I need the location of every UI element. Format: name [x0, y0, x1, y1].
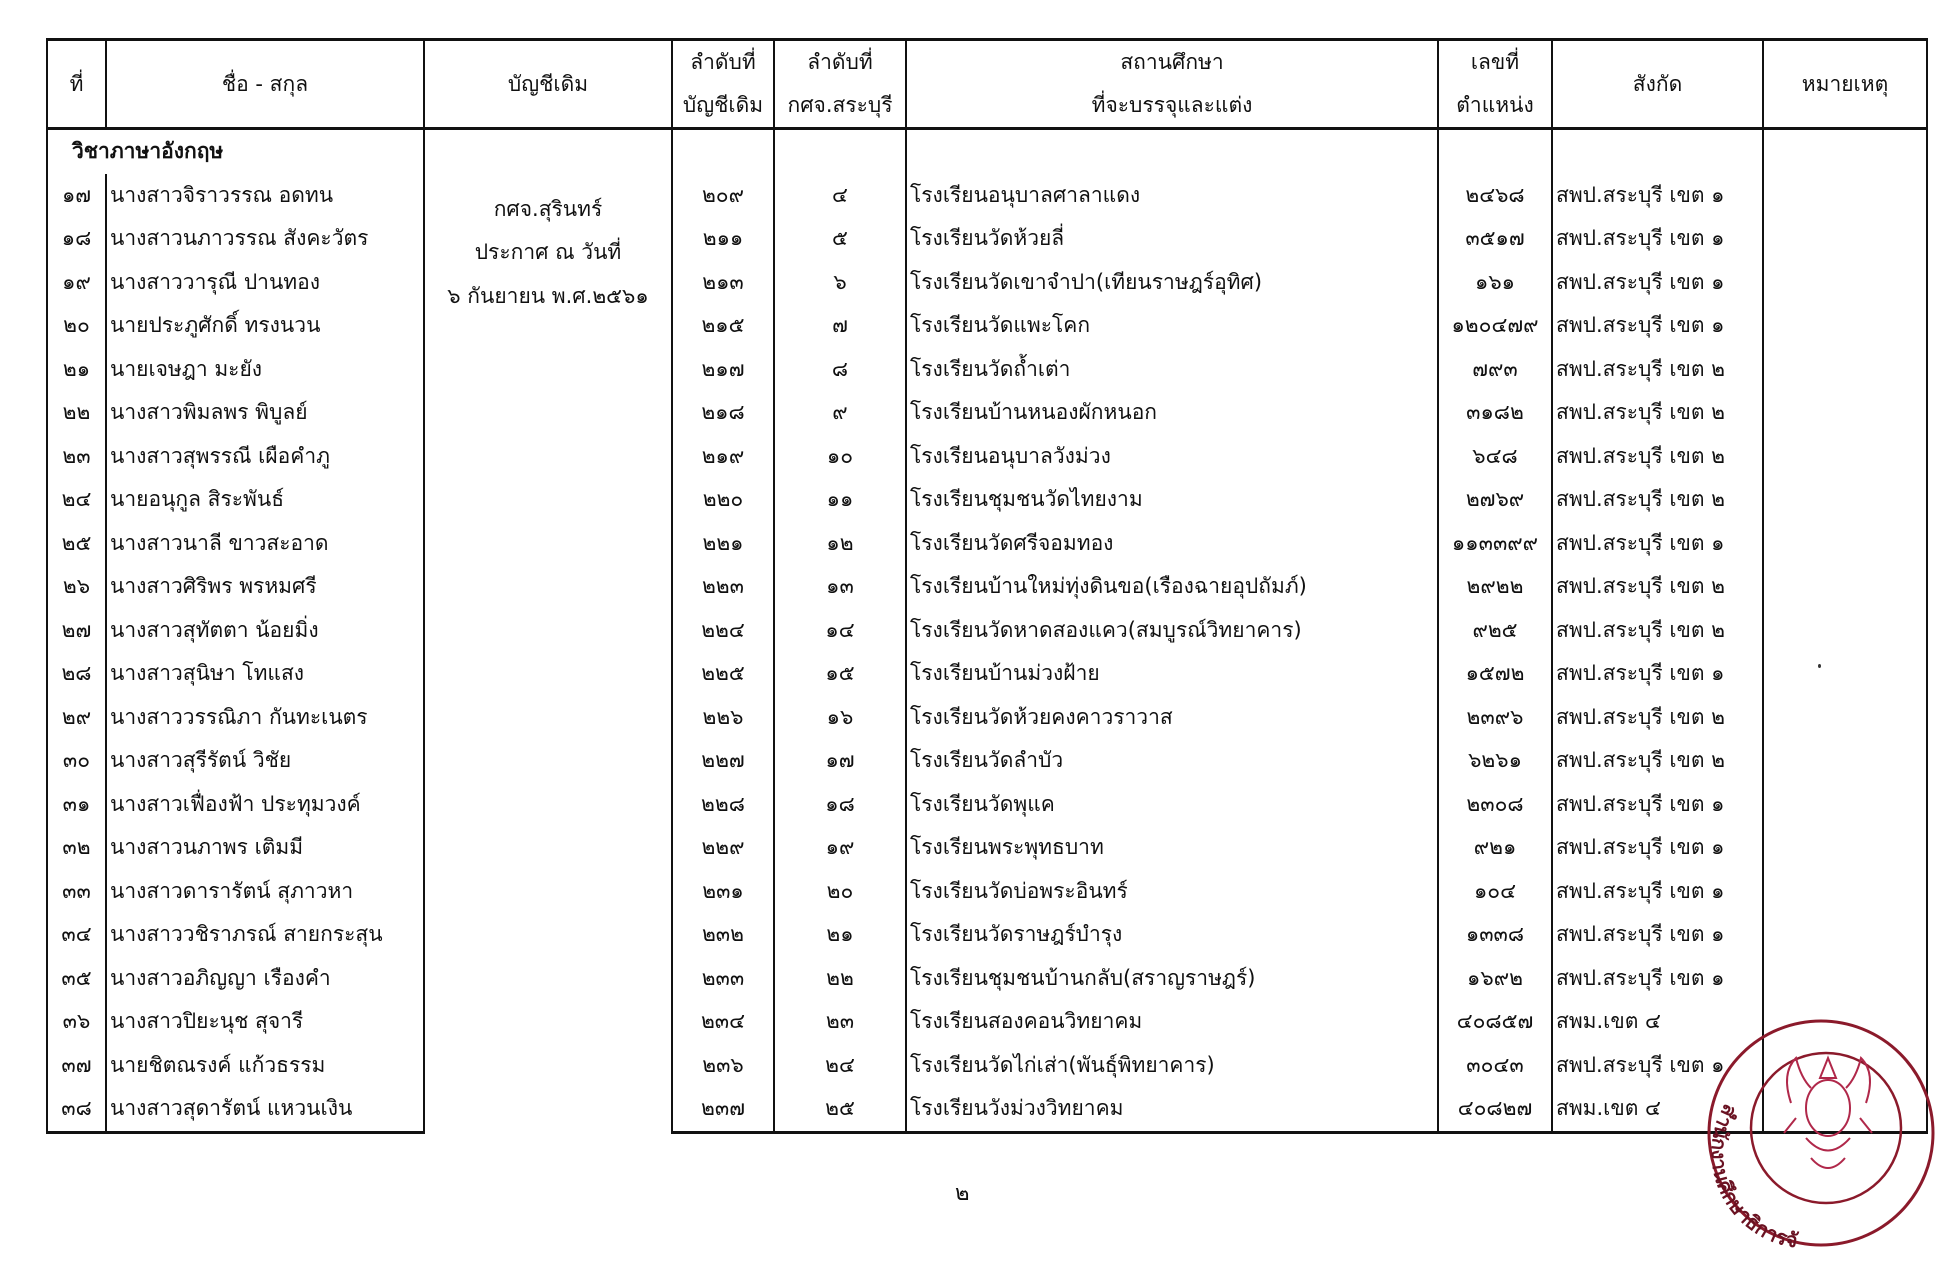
cell-school: โรงเรียนวัดศรีจอมทอง — [906, 522, 1438, 566]
cell-remark — [1763, 304, 1927, 348]
cell-rank-saraburi: ๔ — [774, 174, 906, 218]
scan-speck — [1818, 664, 1821, 668]
cell-rank-saraburi: ๗ — [774, 304, 906, 348]
cell-remark — [1763, 478, 1927, 522]
cell-position-no: ๓๑๘๒ — [1438, 391, 1552, 435]
cell-position-no: ๑๐๔ — [1438, 870, 1552, 914]
cell-position-no: ๒๙๒๒ — [1438, 565, 1552, 609]
cell-no: ๓๘ — [47, 1087, 106, 1132]
cell-no: ๒๘ — [47, 652, 106, 696]
original-list-line: กศจ.สุรินทร์ — [493, 196, 603, 221]
cell-school: โรงเรียนวัดแพะโคก — [906, 304, 1438, 348]
cell-affiliation: สพป.สระบุรี เขต ๑ — [1552, 652, 1763, 696]
cell-no: ๓๒ — [47, 826, 106, 870]
cell-rank-original: ๒๒๗ — [672, 739, 774, 783]
cell-school: โรงเรียนวัดห้วยคงคาวราวาส — [906, 696, 1438, 740]
cell-affiliation: สพป.สระบุรี เขต ๒ — [1552, 478, 1763, 522]
cell-no: ๒๙ — [47, 696, 106, 740]
table-row — [47, 348, 1927, 392]
cell-school: โรงเรียนชุมชนวัดไทยงาม — [906, 478, 1438, 522]
header-rank-original — [672, 40, 774, 129]
original-list-cell — [424, 129, 672, 1133]
cell-rank-original: ๒๒๙ — [672, 826, 774, 870]
cell-remark — [1763, 348, 1927, 392]
cell-no: ๒๕ — [47, 522, 106, 566]
cell-rank-original: ๒๒๐ — [672, 478, 774, 522]
page-number: ๒ — [955, 1181, 970, 1206]
cell-no: ๑๘ — [47, 217, 106, 261]
cell-no: ๑๙ — [47, 261, 106, 305]
table-row — [47, 826, 1927, 870]
table-row — [47, 391, 1927, 435]
cell-no: ๓๕ — [47, 957, 106, 1001]
table-row — [47, 217, 1927, 261]
cell-rank-saraburi: ๘ — [774, 348, 906, 392]
cell-position-no: ๙๒๕ — [1438, 609, 1552, 653]
cell-affiliation: สพป.สระบุรี เขต ๒ — [1552, 739, 1763, 783]
cell-remark — [1763, 783, 1927, 827]
cell-name: นางสาวเฟื่องฟ้า ประทุมวงค์ — [106, 783, 424, 827]
cell-name: นางสาวสุพรรณี เผือคำภู — [106, 435, 424, 479]
table-row — [47, 1087, 1927, 1132]
cell-school: โรงเรียนบ้านหนองผักหนอก — [906, 391, 1438, 435]
table-row — [47, 696, 1927, 740]
cell-school: โรงเรียนพระพุทธบาท — [906, 826, 1438, 870]
cell-remark — [1763, 957, 1927, 1001]
cell-name: นายอนุกูล สิระพันธ์ — [106, 478, 424, 522]
cell-affiliation: สพป.สระบุรี เขต ๒ — [1552, 435, 1763, 479]
cell-remark — [1763, 609, 1927, 653]
cell-no: ๓๖ — [47, 1000, 106, 1044]
table-row — [47, 870, 1927, 914]
cell-school: โรงเรียนวัดลำบัว — [906, 739, 1438, 783]
cell-affiliation: สพป.สระบุรี เขต ๑ — [1552, 217, 1763, 261]
cell-affiliation: สพป.สระบุรี เขต ๒ — [1552, 565, 1763, 609]
cell-rank-saraburi: ๑๔ — [774, 609, 906, 653]
table-row — [47, 174, 1927, 218]
table-row — [47, 522, 1927, 566]
cell-rank-saraburi: ๑๐ — [774, 435, 906, 479]
cell-rank-original: ๒๓๒ — [672, 913, 774, 957]
cell-position-no: ๒๗๖๙ — [1438, 478, 1552, 522]
header-affiliation: สังกัด — [1552, 40, 1763, 129]
cell-no: ๒๔ — [47, 478, 106, 522]
cell-no: ๓๑ — [47, 783, 106, 827]
table-row — [47, 304, 1927, 348]
cell-school: โรงเรียนวัดไก่เส่า(พันธุ์พิทยาคาร) — [906, 1044, 1438, 1088]
table-row — [47, 652, 1927, 696]
cell-rank-saraburi: ๑๑ — [774, 478, 906, 522]
cell-no: ๒๓ — [47, 435, 106, 479]
cell-school: โรงเรียนสองคอนวิทยาคม — [906, 1000, 1438, 1044]
cell-rank-saraburi: ๕ — [774, 217, 906, 261]
cell-rank-original: ๒๑๗ — [672, 348, 774, 392]
cell-remark — [1763, 261, 1927, 305]
header-name: ชื่อ - สกุล — [106, 40, 424, 129]
cell-name: นางสาวสุทัตตา น้อยมิ่ง — [106, 609, 424, 653]
cell-affiliation: สพม.เขต ๔ — [1552, 1087, 1763, 1132]
table-row — [47, 565, 1927, 609]
cell-rank-saraburi: ๒๓ — [774, 1000, 906, 1044]
header-position-no — [1438, 40, 1552, 129]
cell-rank-original: ๒๑๘ — [672, 391, 774, 435]
table-row — [47, 609, 1927, 653]
cell-no: ๑๗ — [47, 174, 106, 218]
cell-name: นางสาววชิราภรณ์ สายกระสุน — [106, 913, 424, 957]
header-rank-original-line2: บัญชีเดิม — [682, 93, 764, 117]
cell-school: โรงเรียนบ้านใหม่ทุ่งดินขอ(เรืองฉายอุปถัมภ์) — [906, 565, 1438, 609]
cell-rank-saraburi: ๑๙ — [774, 826, 906, 870]
cell-no: ๒๑ — [47, 348, 106, 392]
table-row — [47, 478, 1927, 522]
header-no: ที่ — [47, 40, 106, 129]
cell-name: นางสาวจิราวรรณ อดทน — [106, 174, 424, 218]
table-row — [47, 1000, 1927, 1044]
cell-affiliation: สพป.สระบุรี เขต ๑ — [1552, 174, 1763, 218]
cell-rank-saraburi: ๑๒ — [774, 522, 906, 566]
cell-name: นางสาวปิยะนุช สุจารี — [106, 1000, 424, 1044]
cell-remark — [1763, 870, 1927, 914]
cell-no: ๓๓ — [47, 870, 106, 914]
assignment-table — [46, 38, 1928, 1134]
cell-name: นางสาวศิริพร พรหมศรี — [106, 565, 424, 609]
header-remark: หมายเหตุ — [1763, 40, 1927, 129]
cell-name: นางสาวดารารัตน์ สุภาวหา — [106, 870, 424, 914]
cell-affiliation: สพป.สระบุรี เขต ๑ — [1552, 783, 1763, 827]
cell-name: นางสาววรรณิภา กันทะเนตร — [106, 696, 424, 740]
cell-name: นายประภูศักดิ์ ทรงนวน — [106, 304, 424, 348]
cell-rank-saraburi: ๖ — [774, 261, 906, 305]
header-position-no-line2: ตำแหน่ง — [1456, 93, 1534, 117]
cell-remark — [1763, 652, 1927, 696]
cell-position-no: ๗๙๓ — [1438, 348, 1552, 392]
subject-label: วิชาภาษาอังกฤษ — [47, 129, 424, 174]
cell-rank-saraburi: ๒๕ — [774, 1087, 906, 1132]
cell-rank-original: ๒๑๑ — [672, 217, 774, 261]
cell-rank-saraburi: ๒๔ — [774, 1044, 906, 1088]
cell-affiliation: สพป.สระบุรี เขต ๒ — [1552, 609, 1763, 653]
cell-school: โรงเรียนชุมชนบ้านกลับ(สราญราษฎร์) — [906, 957, 1438, 1001]
cell-school: โรงเรียนวัดห้วยลี่ — [906, 217, 1438, 261]
cell-no: ๓๔ — [47, 913, 106, 957]
cell-name: นางสาวนาลี ขาวสะอาด — [106, 522, 424, 566]
cell-rank-original: ๒๒๕ — [672, 652, 774, 696]
cell-school: โรงเรียนอนุบาลศาลาแดง — [906, 174, 1438, 218]
header-row — [47, 40, 1927, 129]
table-row — [47, 435, 1927, 479]
cell-position-no: ๒๓๙๖ — [1438, 696, 1552, 740]
garuda-emblem-icon — [1784, 1058, 1872, 1168]
cell-affiliation: สพม.เขต ๔ — [1552, 1000, 1763, 1044]
header-rank-original-line1: ลำดับที่ — [690, 50, 756, 74]
cell-school: โรงเรียนวังม่วงวิทยาคม — [906, 1087, 1438, 1132]
cell-rank-saraburi: ๑๘ — [774, 783, 906, 827]
cell-position-no: ๑๖๑ — [1438, 261, 1552, 305]
cell-no: ๓๐ — [47, 739, 106, 783]
cell-name: นางสาวพิมลพร พิบูลย์ — [106, 391, 424, 435]
cell-no: ๒๐ — [47, 304, 106, 348]
cell-remark — [1763, 522, 1927, 566]
cell-name: นางสาวสุรีรัตน์ วิชัย — [106, 739, 424, 783]
cell-no: ๒๒ — [47, 391, 106, 435]
cell-rank-original: ๒๓๓ — [672, 957, 774, 1001]
cell-school: โรงเรียนอนุบาลวังม่วง — [906, 435, 1438, 479]
header-school — [906, 40, 1438, 129]
cell-position-no: ๖๔๘ — [1438, 435, 1552, 479]
table-row — [47, 957, 1927, 1001]
cell-position-no: ๒๓๐๘ — [1438, 783, 1552, 827]
cell-rank-original: ๒๒๓ — [672, 565, 774, 609]
cell-no: ๒๖ — [47, 565, 106, 609]
cell-rank-saraburi: ๒๑ — [774, 913, 906, 957]
cell-position-no: ๑๑๓๓๙๙ — [1438, 522, 1552, 566]
header-rank-saraburi-line1: ลำดับที่ — [807, 50, 873, 74]
cell-rank-original: ๒๑๓ — [672, 261, 774, 305]
cell-school: โรงเรียนวัดบ่อพระอินทร์ — [906, 870, 1438, 914]
cell-affiliation: สพป.สระบุรี เขต ๑ — [1552, 304, 1763, 348]
cell-name: นางสาววารุณี ปานทอง — [106, 261, 424, 305]
cell-affiliation: สพป.สระบุรี เขต ๑ — [1552, 826, 1763, 870]
cell-position-no: ๔๐๘๒๗ — [1438, 1087, 1552, 1132]
cell-rank-original: ๒๒๖ — [672, 696, 774, 740]
cell-position-no: ๑๖๙๒ — [1438, 957, 1552, 1001]
cell-no: ๒๗ — [47, 609, 106, 653]
cell-affiliation: สพป.สระบุรี เขต ๑ — [1552, 261, 1763, 305]
cell-remark — [1763, 826, 1927, 870]
seal-text: สำนักงานศึกษาธิการจั — [1706, 1100, 1800, 1248]
cell-rank-original: ๒๑๕ — [672, 304, 774, 348]
table-row — [47, 913, 1927, 957]
cell-rank-original: ๒๓๖ — [672, 1044, 774, 1088]
cell-affiliation: สพป.สระบุรี เขต ๑ — [1552, 1044, 1763, 1088]
header-rank-saraburi — [774, 40, 906, 129]
cell-affiliation: สพป.สระบุรี เขต ๒ — [1552, 348, 1763, 392]
cell-remark — [1763, 391, 1927, 435]
table-row — [47, 261, 1927, 305]
cell-no: ๓๗ — [47, 1044, 106, 1088]
cell-name: นางสาวนภาวรรณ สังคะวัตร — [106, 217, 424, 261]
cell-school: โรงเรียนวัดราษฎร์บำรุง — [906, 913, 1438, 957]
header-school-line2: ที่จะบรรจุและแต่ง — [1091, 93, 1253, 117]
cell-rank-saraburi: ๑๕ — [774, 652, 906, 696]
cell-rank-saraburi: ๒๒ — [774, 957, 906, 1001]
cell-rank-saraburi: ๒๐ — [774, 870, 906, 914]
cell-remark — [1763, 696, 1927, 740]
cell-position-no: ๔๐๘๕๗ — [1438, 1000, 1552, 1044]
cell-school: โรงเรียนบ้านม่วงฝ้าย — [906, 652, 1438, 696]
cell-name: นางสาวนภาพร เติมมี — [106, 826, 424, 870]
cell-name: นางสาวอภิญญา เรืองคำ — [106, 957, 424, 1001]
header-school-line1: สถานศึกษา — [1120, 50, 1224, 74]
header-position-no-line1: เลขที่ — [1470, 50, 1520, 74]
cell-affiliation: สพป.สระบุรี เขต ๑ — [1552, 870, 1763, 914]
cell-rank-saraburi: ๑๓ — [774, 565, 906, 609]
cell-remark — [1763, 739, 1927, 783]
cell-rank-original: ๒๓๗ — [672, 1087, 774, 1132]
cell-rank-original: ๒๑๙ — [672, 435, 774, 479]
svg-text:สำนักงานศึกษาธิการจั — [1707, 1101, 1801, 1248]
official-seal — [1696, 1008, 1936, 1248]
cell-position-no: ๑๒๐๔๗๙ — [1438, 304, 1552, 348]
cell-remark — [1763, 174, 1927, 218]
cell-school: โรงเรียนวัดหาดสองแคว(สมบูรณ์วิทยาคาร) — [906, 609, 1438, 653]
cell-rank-saraburi: ๑๖ — [774, 696, 906, 740]
cell-affiliation: สพป.สระบุรี เขต ๑ — [1552, 522, 1763, 566]
header-rank-saraburi-line2: กศจ.สระบุรี — [787, 93, 893, 117]
cell-remark — [1763, 217, 1927, 261]
cell-rank-original: ๒๓๔ — [672, 1000, 774, 1044]
cell-remark — [1763, 913, 1927, 957]
cell-position-no: ๓๐๔๓ — [1438, 1044, 1552, 1088]
table-row — [47, 739, 1927, 783]
cell-rank-original: ๒๒๔ — [672, 609, 774, 653]
cell-affiliation: สพป.สระบุรี เขต ๑ — [1552, 957, 1763, 1001]
cell-affiliation: สพป.สระบุรี เขต ๑ — [1552, 913, 1763, 957]
cell-rank-saraburi: ๙ — [774, 391, 906, 435]
cell-name: นายชิตณรงค์ แก้วธรรม — [106, 1044, 424, 1088]
cell-position-no: ๑๕๗๒ — [1438, 652, 1552, 696]
subject-row — [47, 129, 1927, 174]
cell-position-no: ๙๒๑ — [1438, 826, 1552, 870]
cell-position-no: ๓๕๑๗ — [1438, 217, 1552, 261]
cell-name: นายเจษฎา มะยัง — [106, 348, 424, 392]
cell-school: โรงเรียนวัดเขาจำปา(เทียนราษฎร์อุทิศ) — [906, 261, 1438, 305]
cell-rank-original: ๒๓๑ — [672, 870, 774, 914]
cell-position-no: ๒๔๖๘ — [1438, 174, 1552, 218]
cell-position-no: ๖๒๖๑ — [1438, 739, 1552, 783]
cell-rank-original: ๒๒๑ — [672, 522, 774, 566]
cell-rank-saraburi: ๑๗ — [774, 739, 906, 783]
cell-affiliation: สพป.สระบุรี เขต ๒ — [1552, 391, 1763, 435]
cell-school: โรงเรียนวัดพุแค — [906, 783, 1438, 827]
cell-name: นางสาวสุดารัตน์ แหวนเงิน — [106, 1087, 424, 1132]
table-row — [47, 1044, 1927, 1088]
original-list-line: ประกาศ ณ วันที่ — [474, 240, 622, 264]
cell-name: นางสาวสุนิษา โทแสง — [106, 652, 424, 696]
cell-remark — [1763, 565, 1927, 609]
cell-remark — [1763, 435, 1927, 479]
cell-rank-original: ๒๒๘ — [672, 783, 774, 827]
cell-school: โรงเรียนวัดถ้ำเต่า — [906, 348, 1438, 392]
cell-position-no: ๑๓๓๘ — [1438, 913, 1552, 957]
cell-rank-original: ๒๐๙ — [672, 174, 774, 218]
header-original-list: บัญชีเดิม — [424, 40, 672, 129]
original-list-line: ๖ กันยายน พ.ศ.๒๕๖๑ — [447, 283, 649, 308]
table-row — [47, 783, 1927, 827]
cell-affiliation: สพป.สระบุรี เขต ๒ — [1552, 696, 1763, 740]
